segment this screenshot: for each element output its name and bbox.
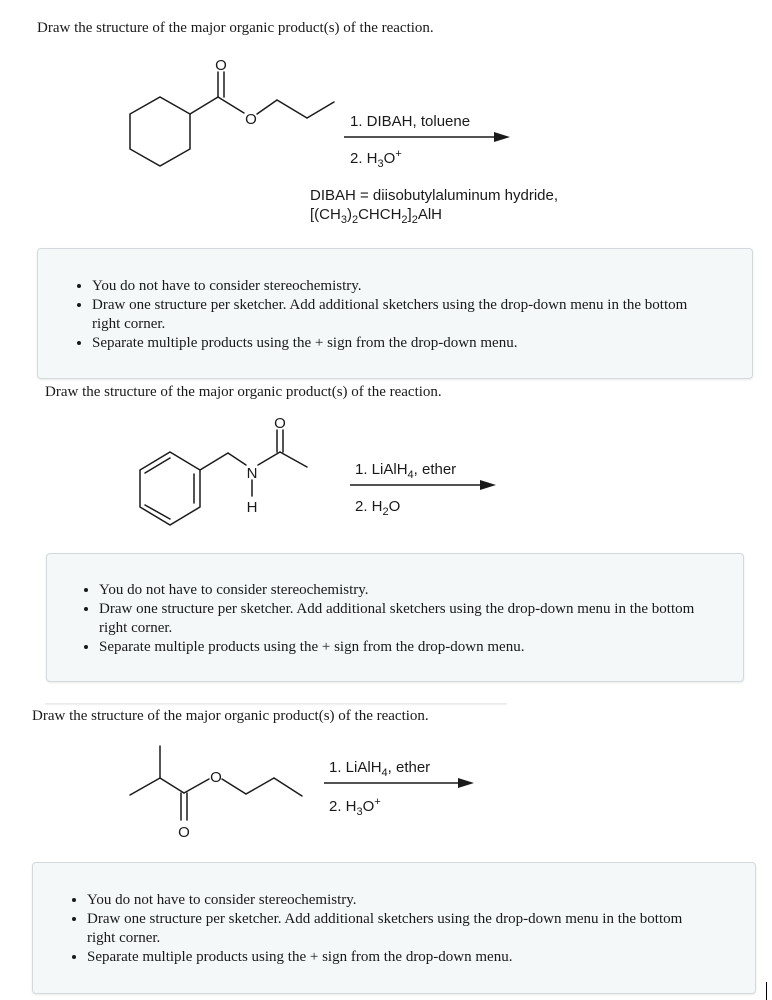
- problem-3-reagent-step-2: 2. $H_3O^+$: [329, 796, 381, 818]
- problem-1-prompt: Draw the structure of the major organic product(s) of the reaction.: [37, 20, 434, 36]
- benzene-ring: [140, 452, 200, 525]
- carbonyl-oxygen-label: O: [178, 824, 190, 841]
- amide-oxygen-label: O: [274, 415, 286, 432]
- problem-2-instructions-box: [46, 553, 744, 682]
- instruction-stereochemistry: • You do not have to consider stereochemistry.: [92, 277, 752, 296]
- amide-hydrogen-label: H: [246, 499, 258, 516]
- carbonyl-oxygen-label: O: [215, 57, 227, 74]
- section-divider: [45, 703, 507, 706]
- text-cursor: [766, 982, 767, 1000]
- ester-oxygen-label: O: [210, 769, 222, 786]
- problem-3-reagent-step-1: 1. LiAlH$_4$, ether: [329, 759, 431, 779]
- instruction-multiple-products: • Separate multiple products using the + sign from the drop-down menu.: [92, 334, 752, 353]
- instruction-multiple-products: • Separate multiple products using the + sign from the drop-down menu.: [99, 638, 743, 657]
- problem-2-substrate-structure: [130, 415, 330, 527]
- instruction-stereochemistry: • You do not have to consider stereochemistry.: [87, 891, 755, 910]
- instruction-multiple-products: • Separate multiple products using the + sign from the drop-down menu.: [87, 948, 755, 967]
- amide-nitrogen-label: N: [246, 465, 258, 482]
- instruction-stereochemistry: • You do not have to consider stereochemistry.: [99, 581, 743, 600]
- instruction-sketchers: • Draw one structure per sketcher. Add additional sketchers using the drop-down menu in the bottom right corner.: [92, 296, 752, 334]
- problem-1-reagent-step-1: 1. DIBAH, toluene: [350, 113, 471, 130]
- ester-oxygen-label: O: [245, 111, 257, 128]
- problem-1-substrate-structure: [120, 52, 350, 172]
- problem-2-reagent-step-2: 2. $H_2O$: [355, 498, 401, 518]
- instruction-sketchers: • Draw one structure per sketcher. Add additional sketchers using the drop-down menu in the bottom right corner.: [99, 600, 743, 638]
- problem-1-reagent-step-2: 2. $H_3O^+$: [350, 148, 402, 170]
- problem-3-prompt: Draw the structure of the major organic product(s) of the reaction.: [32, 708, 429, 724]
- problem-1-reaction-arrow: [344, 130, 512, 144]
- problem-1-instructions-box: [37, 248, 753, 379]
- problem-3-reaction-arrow: [324, 776, 476, 790]
- cyclohexane-ring: [130, 97, 190, 166]
- dibah-formula: $[(CH_3)_2CHCH_2]_2AlH$: [310, 206, 443, 226]
- problem-2-reaction-arrow: [350, 478, 500, 492]
- dibah-definition: DIBAH = diisobutylaluminum hydride, $[(CH_3)_2CHCH_2]_2AlH$: [310, 186, 558, 230]
- problem-3-substrate-structure: [120, 738, 320, 848]
- problem-2-reagent-step-1: 1. LiAlH$_4$, ether: [355, 461, 457, 481]
- problem-2-prompt: Draw the structure of the major organic product(s) of the reaction.: [45, 384, 442, 400]
- problem-3-instructions-box: [32, 862, 756, 994]
- instruction-sketchers: • Draw one structure per sketcher. Add additional sketchers using the drop-down menu in the bottom right corner.: [87, 910, 755, 948]
